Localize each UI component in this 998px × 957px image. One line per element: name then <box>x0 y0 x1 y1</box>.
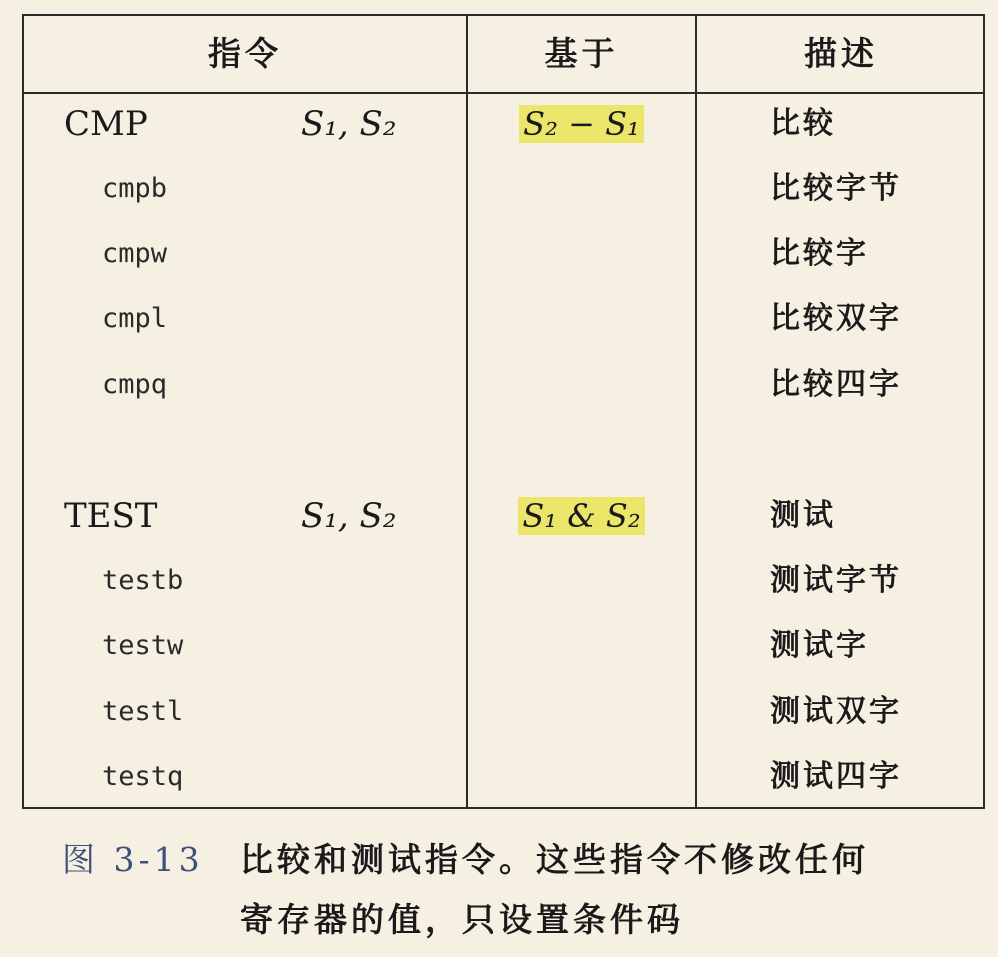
instruction-variant: testb <box>102 565 184 596</box>
table-row <box>24 616 985 676</box>
instruction-description: 比较字节 <box>770 171 902 206</box>
table-row <box>24 355 985 415</box>
instruction-table <box>22 14 985 809</box>
instruction-variant: testw <box>102 630 184 661</box>
instruction-variant: cmpq <box>102 369 168 400</box>
figure-caption <box>62 830 962 950</box>
table-row <box>24 682 985 742</box>
instruction-name: CMP <box>64 104 148 144</box>
instruction-description: 比较 <box>770 106 836 141</box>
table-row-cmp <box>24 94 985 154</box>
instruction-description: 比较字 <box>770 236 869 271</box>
caption-text-2: 寄存器的值，只设置条件码 <box>240 900 684 939</box>
instruction-description: 测试字 <box>770 628 869 663</box>
based-on-expression <box>468 486 695 546</box>
instruction-variant: cmpl <box>102 303 168 334</box>
table-row <box>24 551 985 611</box>
instruction-operands: S₁, S₂ <box>301 496 397 536</box>
instruction-variant: cmpb <box>102 173 168 204</box>
instruction-variant: testl <box>102 696 184 727</box>
table-row <box>24 289 985 349</box>
instruction-description: 比较四字 <box>770 367 902 402</box>
instruction-description: 测试 <box>770 498 836 533</box>
instruction-name: TEST <box>64 496 158 536</box>
based-on-expression <box>468 94 695 154</box>
instruction-description: 测试字节 <box>770 563 902 598</box>
table-row-test <box>24 486 985 546</box>
table-row <box>24 224 985 284</box>
instruction-operands: S₁, S₂ <box>301 104 397 144</box>
instruction-description: 测试双字 <box>770 694 902 729</box>
table-header-row <box>24 16 983 94</box>
instruction-description: 比较双字 <box>770 301 902 336</box>
table-row <box>24 747 985 807</box>
instruction-variant: cmpw <box>102 238 168 269</box>
caption-text-1: 比较和测试指令。这些指令不修改任何 <box>240 840 869 879</box>
table-row <box>24 159 985 219</box>
highlighted-expression: S₁ & S₂ <box>518 497 644 535</box>
instruction-description: 测试四字 <box>770 759 902 794</box>
highlighted-expression: S₂ − S₁ <box>519 105 644 143</box>
figure-label: 图 3-13 <box>62 840 204 879</box>
instruction-variant: testq <box>102 761 184 792</box>
header-description: 描述 <box>804 34 878 73</box>
header-based-on: 基于 <box>544 34 619 73</box>
header-instruction: 指令 <box>208 34 282 73</box>
caption-line-1 <box>62 830 962 890</box>
